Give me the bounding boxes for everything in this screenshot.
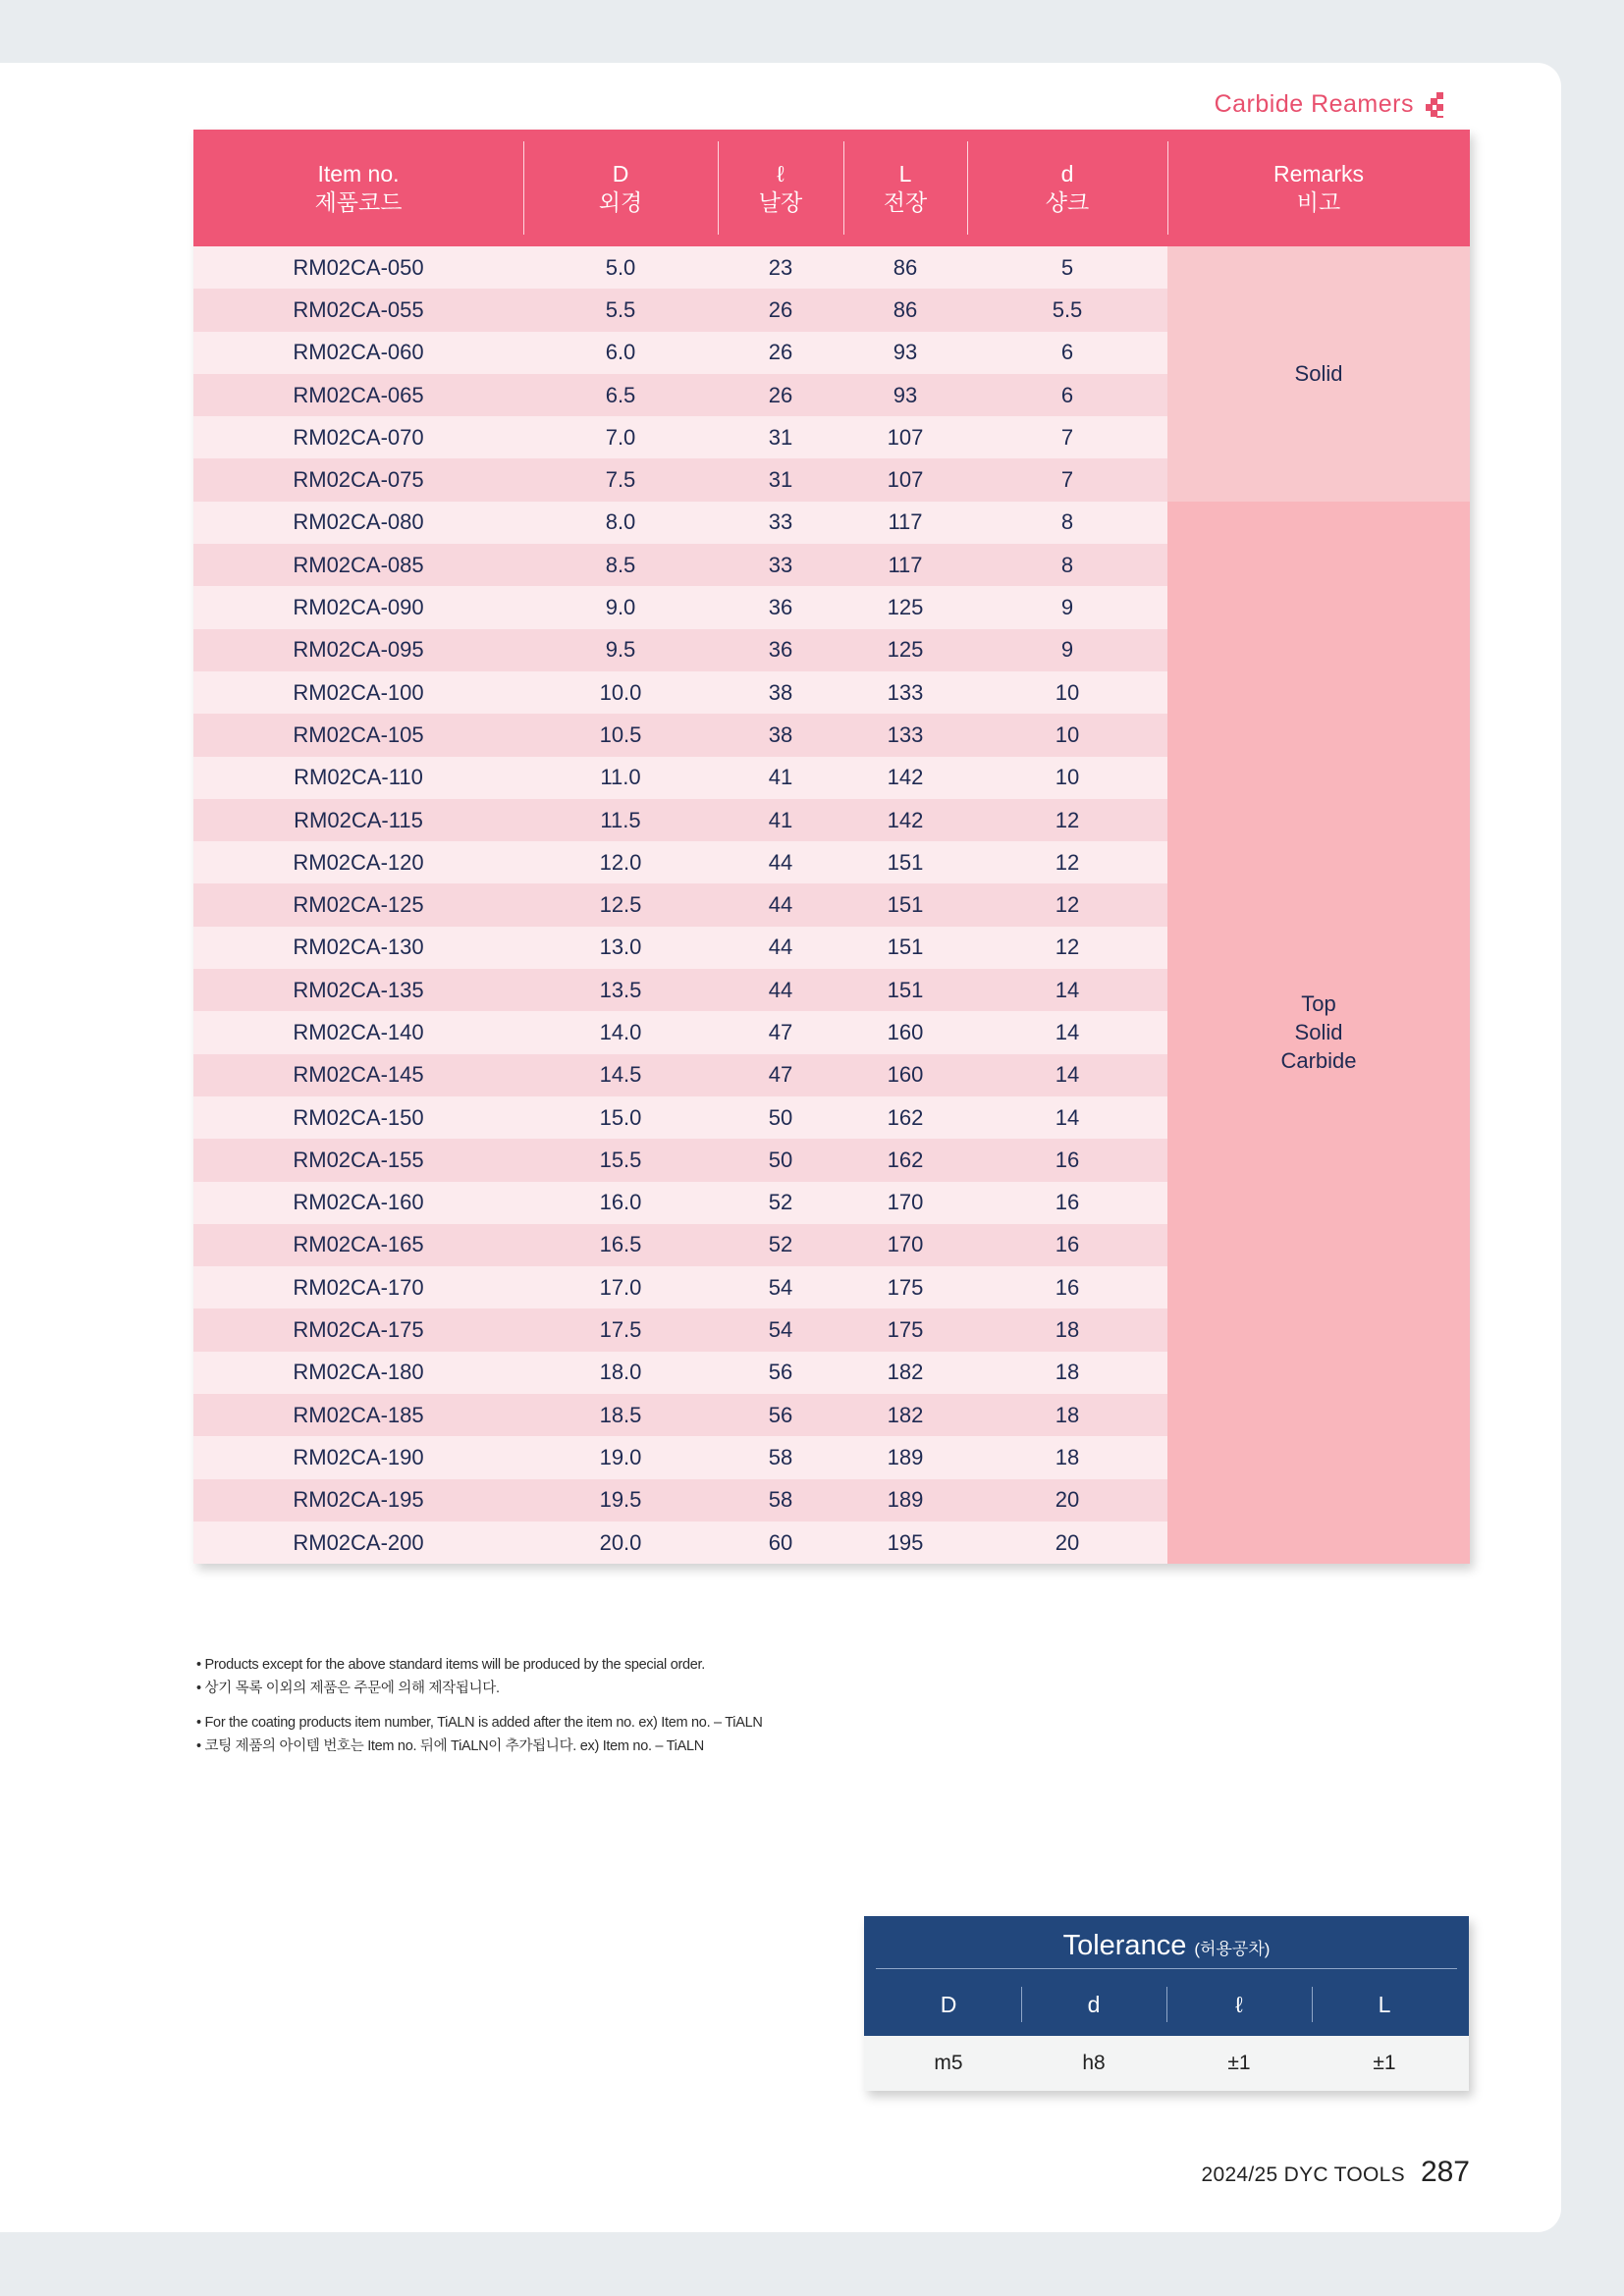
table-cell: 133 (843, 714, 967, 756)
table-cell: 36 (718, 629, 843, 671)
table-cell: 7 (967, 416, 1167, 458)
table-cell: 16 (967, 1266, 1167, 1308)
tolerance-col-l: ℓ (1166, 1979, 1312, 2030)
table-cell: 10 (967, 714, 1167, 756)
table-cell: RM02CA-155 (193, 1139, 523, 1181)
table-cell: RM02CA-150 (193, 1096, 523, 1139)
table-cell: 17.0 (523, 1266, 718, 1308)
table-cell: 162 (843, 1096, 967, 1139)
table-cell: 14.5 (523, 1054, 718, 1096)
table-cell: 18 (967, 1436, 1167, 1478)
table-cell: 151 (843, 883, 967, 926)
column-header (523, 130, 718, 246)
remarks-text: Top (1301, 991, 1336, 1017)
table-cell: 14 (967, 969, 1167, 1011)
tolerance-table (864, 1916, 1469, 2091)
table-cell: 33 (718, 544, 843, 586)
table-cell: 16 (967, 1182, 1167, 1224)
remarks-cell (1167, 502, 1470, 1564)
table-cell: RM02CA-190 (193, 1436, 523, 1478)
table-cell: RM02CA-200 (193, 1522, 523, 1564)
table-cell: 170 (843, 1182, 967, 1224)
table-cell: 54 (718, 1266, 843, 1308)
table-cell: 44 (718, 841, 843, 883)
table-cell: 31 (718, 416, 843, 458)
table-cell: 86 (843, 289, 967, 331)
column-header-ko: 제품코드 (314, 188, 403, 215)
column-header (718, 130, 843, 246)
note-order-en: • Products except for the above standard items will be produced by the special order. (196, 1657, 705, 1673)
column-header (1167, 130, 1470, 246)
table-cell: RM02CA-055 (193, 289, 523, 331)
table-cell: 38 (718, 671, 843, 714)
table-cell: RM02CA-160 (193, 1182, 523, 1224)
table-cell: RM02CA-065 (193, 374, 523, 416)
table-cell: 133 (843, 671, 967, 714)
table-cell: 52 (718, 1224, 843, 1266)
table-cell: 9.5 (523, 629, 718, 671)
table-cell: 11.0 (523, 757, 718, 799)
table-cell: 16 (967, 1224, 1167, 1266)
table-cell: 60 (718, 1522, 843, 1564)
reamer-spec-table (193, 130, 1470, 1564)
remarks-cell (1167, 246, 1470, 502)
table-cell: 160 (843, 1054, 967, 1096)
table-cell: 170 (843, 1224, 967, 1266)
table-cell: 5.5 (523, 289, 718, 331)
table-cell: RM02CA-195 (193, 1479, 523, 1522)
table-cell: 6.5 (523, 374, 718, 416)
table-cell: 125 (843, 629, 967, 671)
table-cell: 58 (718, 1479, 843, 1522)
table-cell: 175 (843, 1308, 967, 1351)
table-cell: RM02CA-085 (193, 544, 523, 586)
table-cell: 195 (843, 1522, 967, 1564)
tolerance-title (864, 1930, 1469, 1962)
table-cell: 182 (843, 1352, 967, 1394)
table-cell: 41 (718, 757, 843, 799)
table-cell: 19.5 (523, 1479, 718, 1522)
table-cell: RM02CA-170 (193, 1266, 523, 1308)
table-cell: 18 (967, 1352, 1167, 1394)
table-cell: 20 (967, 1522, 1167, 1564)
table-cell: 14 (967, 1096, 1167, 1139)
table-cell: RM02CA-060 (193, 332, 523, 374)
table-cell: 10.5 (523, 714, 718, 756)
catalog-edition: 2024/25 DYC TOOLS (1201, 2163, 1405, 2186)
page-footer (1201, 2156, 1470, 2189)
column-header-ko: 외경 (598, 188, 643, 215)
column-header-ko: 비고 (1296, 188, 1341, 215)
table-cell: 12 (967, 927, 1167, 969)
column-header (193, 130, 523, 246)
tolerance-col-D: D (940, 1992, 957, 2017)
table-cell: 15.0 (523, 1096, 718, 1139)
table-cell: RM02CA-145 (193, 1054, 523, 1096)
table-cell: 151 (843, 927, 967, 969)
column-header-ko: 샹크 (1045, 188, 1090, 215)
table-cell: 47 (718, 1054, 843, 1096)
column-header-en: L (898, 160, 912, 187)
table-cell: 20.0 (523, 1522, 718, 1564)
remarks-text: Solid (1294, 360, 1343, 386)
table-cell: 10.0 (523, 671, 718, 714)
tolerance-title-en: Tolerance (1062, 1930, 1187, 1961)
table-cell: RM02CA-115 (193, 799, 523, 841)
table-cell: 58 (718, 1436, 843, 1478)
table-cell: 5 (967, 246, 1167, 289)
table-cell: RM02CA-120 (193, 841, 523, 883)
table-cell: 18 (967, 1308, 1167, 1351)
table-cell: 38 (718, 714, 843, 756)
table-cell: 175 (843, 1266, 967, 1308)
table-cell: RM02CA-130 (193, 927, 523, 969)
table-cell: RM02CA-135 (193, 969, 523, 1011)
table-cell: 6 (967, 332, 1167, 374)
table-header-row (193, 130, 1470, 246)
section-title: Carbide Reamers (1214, 90, 1414, 118)
section-header (1215, 90, 1443, 119)
table-cell: 18.5 (523, 1394, 718, 1436)
table-cell: 182 (843, 1394, 967, 1436)
table-cell: 44 (718, 927, 843, 969)
table-cell: 8.5 (523, 544, 718, 586)
table-cell: 52 (718, 1182, 843, 1224)
table-cell: 18 (967, 1394, 1167, 1436)
note-coating-en: • For the coating products item number, TiALN is added after the item no. ex) Item no. – TiALN (196, 1715, 763, 1731)
table-cell: RM02CA-105 (193, 714, 523, 756)
table-cell: 151 (843, 841, 967, 883)
table-cell: 26 (718, 289, 843, 331)
table-cell: 117 (843, 502, 967, 544)
table-cell: RM02CA-125 (193, 883, 523, 926)
table-cell: 151 (843, 969, 967, 1011)
table-cell: 18.0 (523, 1352, 718, 1394)
table-cell: 23 (718, 246, 843, 289)
table-cell: 33 (718, 502, 843, 544)
table-cell: 107 (843, 416, 967, 458)
column-header-en: Remarks (1272, 160, 1364, 187)
table-cell: 10 (967, 757, 1167, 799)
table-cell: 160 (843, 1011, 967, 1053)
table-cell: 8 (967, 544, 1167, 586)
table-cell: 36 (718, 586, 843, 628)
table-cell: 13.5 (523, 969, 718, 1011)
table-cell: 142 (843, 799, 967, 841)
table-cell: 6.0 (523, 332, 718, 374)
table-cell: 9 (967, 629, 1167, 671)
table-cell: 12.0 (523, 841, 718, 883)
table-row (193, 246, 1470, 289)
tolerance-col-L: L (1312, 1979, 1457, 2030)
table-cell: 26 (718, 332, 843, 374)
tolerance-value-D: m5 (934, 2052, 963, 2074)
table-cell: RM02CA-090 (193, 586, 523, 628)
table-cell: 7.0 (523, 416, 718, 458)
table-cell: 14 (967, 1054, 1167, 1096)
column-header-en: D (612, 160, 629, 187)
table-cell: 56 (718, 1394, 843, 1436)
tolerance-value-d: h8 (1082, 2052, 1106, 2074)
table-cell: 44 (718, 883, 843, 926)
column-header-en: Item no. (317, 160, 400, 187)
column-header-en: ℓ (777, 160, 785, 187)
table-cell: 44 (718, 969, 843, 1011)
column-header (967, 130, 1167, 246)
table-row (193, 502, 1470, 544)
table-cell: 8 (967, 502, 1167, 544)
table-cell: 10 (967, 671, 1167, 714)
table-cell: 50 (718, 1096, 843, 1139)
table-cell: 13.0 (523, 927, 718, 969)
table-cell: 12 (967, 841, 1167, 883)
table-cell: 107 (843, 458, 967, 501)
notes (196, 1653, 763, 1758)
table-cell: 26 (718, 374, 843, 416)
table-cell: 142 (843, 757, 967, 799)
column-header (843, 130, 967, 246)
table-cell: 86 (843, 246, 967, 289)
pixel-chevron-icon (1426, 92, 1443, 118)
table-cell: 125 (843, 586, 967, 628)
table-cell: 17.5 (523, 1308, 718, 1351)
table-cell: 50 (718, 1139, 843, 1181)
table-cell: 5.0 (523, 246, 718, 289)
table-cell: RM02CA-165 (193, 1224, 523, 1266)
table-cell: 93 (843, 332, 967, 374)
table-cell: 16 (967, 1139, 1167, 1181)
table-cell: RM02CA-075 (193, 458, 523, 501)
table-cell: RM02CA-175 (193, 1308, 523, 1351)
table-cell: RM02CA-070 (193, 416, 523, 458)
table-cell: RM02CA-095 (193, 629, 523, 671)
table-cell: 117 (843, 544, 967, 586)
tolerance-value-l: ±1 (1227, 2052, 1251, 2074)
table-cell: 9.0 (523, 586, 718, 628)
remarks-text: Carbide (1280, 1048, 1357, 1074)
column-header-en: d (1060, 160, 1074, 187)
table-cell: 11.5 (523, 799, 718, 841)
tolerance-value-L: ±1 (1373, 2052, 1396, 2074)
table-cell: RM02CA-080 (193, 502, 523, 544)
table-cell: RM02CA-180 (193, 1352, 523, 1394)
page-number: 287 (1420, 2156, 1470, 2188)
table-cell: 189 (843, 1479, 967, 1522)
table-cell: 189 (843, 1436, 967, 1478)
tolerance-title-ko: (허용공차) (1194, 1940, 1271, 1958)
table-cell: 12 (967, 799, 1167, 841)
table-cell: 8.0 (523, 502, 718, 544)
table-cell: RM02CA-100 (193, 671, 523, 714)
table-cell: 162 (843, 1139, 967, 1181)
table-body (193, 246, 1470, 1564)
table-cell: 93 (843, 374, 967, 416)
table-cell: 54 (718, 1308, 843, 1351)
table-cell: 16.5 (523, 1224, 718, 1266)
table-cell: 9 (967, 586, 1167, 628)
table-cell: 5.5 (967, 289, 1167, 331)
table-cell: 6 (967, 374, 1167, 416)
note-order-ko: • 상기 목록 이외의 제품은 주문에 의해 제작됩니다. (196, 1681, 500, 1696)
table-cell: 14.0 (523, 1011, 718, 1053)
remarks-text: Solid (1294, 1020, 1343, 1045)
table-cell: RM02CA-050 (193, 246, 523, 289)
note-coating-ko: • 코팅 제품의 아이템 번호는 Item no. 뒤에 TiALN이 추가됩니다. ex) Item no. – TiALN (196, 1738, 704, 1754)
table-cell: 56 (718, 1352, 843, 1394)
table-cell: RM02CA-185 (193, 1394, 523, 1436)
table-cell: RM02CA-110 (193, 757, 523, 799)
column-header-ko: 날장 (758, 188, 803, 215)
table-cell: 7.5 (523, 458, 718, 501)
table-cell: 12.5 (523, 883, 718, 926)
table-cell: RM02CA-140 (193, 1011, 523, 1053)
table-cell: 16.0 (523, 1182, 718, 1224)
table-cell: 12 (967, 883, 1167, 926)
tolerance-values-row (864, 2036, 1469, 2091)
table-cell: 31 (718, 458, 843, 501)
table-cell: 41 (718, 799, 843, 841)
tolerance-col-d: d (1021, 1979, 1166, 2030)
table-cell: 20 (967, 1479, 1167, 1522)
table-cell: 19.0 (523, 1436, 718, 1478)
column-header-ko: 전장 (883, 188, 928, 215)
tolerance-header (864, 1916, 1469, 2036)
table-cell: 47 (718, 1011, 843, 1053)
table-cell: 7 (967, 458, 1167, 501)
table-cell: 15.5 (523, 1139, 718, 1181)
table-cell: 14 (967, 1011, 1167, 1053)
